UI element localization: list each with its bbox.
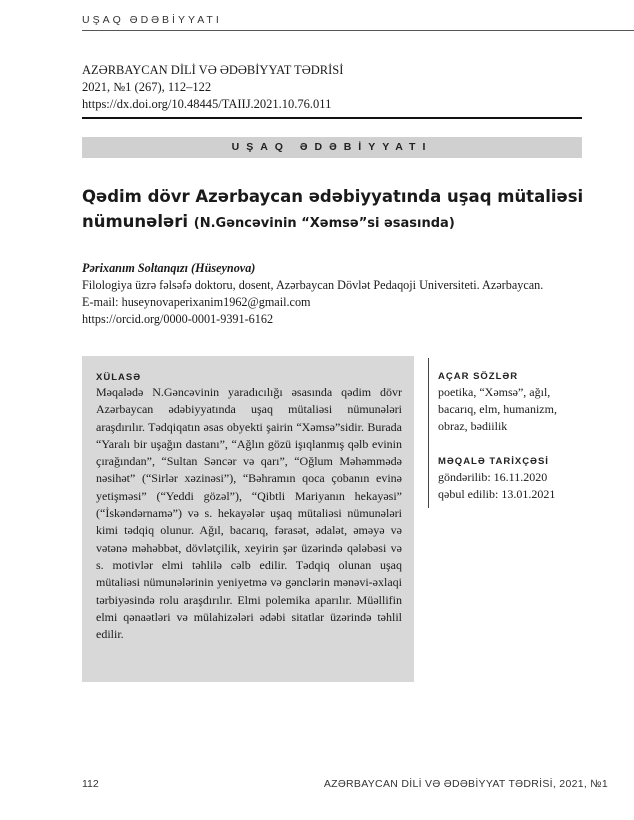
journal-issue: 2021, №1 (267), 112–122 [82,80,212,94]
abstract-box [82,356,414,682]
history-accepted: qəbul edilib: 13.01.2021 [438,487,556,501]
journal-info [82,62,582,113]
title-subtitle: (N.Gəncəvinin “Xəmsə”si əsasında) [193,216,455,231]
author-name: Pərixanım Soltanqızı (Hüseynova) [82,261,256,275]
author-email[interactable]: E-mail: huseynovaperixanim1962@gmail.com [82,295,311,309]
journal-rule [82,117,582,119]
title-line-2 [82,209,592,236]
author-block [82,260,602,328]
journal-name: AZƏRBAYCAN DİLİ VƏ ƏDƏBİYYAT TƏDRİSİ [82,63,344,77]
side-column [438,370,588,503]
title-main-end: nümunələri [82,212,189,231]
journal-doi[interactable]: https://dx.doi.org/10.48445/TAIIJ.2021.10.76.011 [82,97,332,111]
history-sent: göndərilib: 16.11.2020 [438,470,548,484]
title-line-1: Qədim dövr Azərbaycan ədəbiyyatında uşaq mütaliəsi [82,187,584,206]
header-rule [82,30,634,31]
author-orcid[interactable]: https://orcid.org/0000-0001-9391-6162 [82,312,274,326]
abstract-heading: XÜLASƏ [96,372,142,383]
footer-journal: AZƏRBAYCAN DİLİ VƏ ƏDƏBİYYAT TƏDRİSİ, 2021, №1 [323,778,608,790]
history-heading: MƏQALƏ TARİXÇƏSİ [438,456,549,467]
side-column-rule [428,358,429,508]
abstract-text: Məqalədə N.Gəncəvinin yaradıcılığı əsasında qədim dövr Azərbaycan ədəbiyyatında uşaq mütaliəsi nümunələri araşdırılır. Tədqiqatın əsas obyekti şairin “Xəmsə”sidir. Burada “Yaralı bir uşağın dastanı”, “Ağlın gözü işıqlanmış qəlb evinin çırağından”, “Sultan Səncər və qarı”, “Oğlum Məhəmmədə nəsihət” (“Sirlər xəzinəsi”), “Bəhramın qoca çobanın evinə yetişməsi” (“Yeddi gözəl”), “Qibtli Mariyanın hekayəsi” (“İskəndərnamə”) və s. hekayələr uşaq mütaliəsi nümunələri kimi tədqiq olunur. Ağıl, bacarıq, fərasət, ədalət, əməyə və vətənə məhəbbət, dövlətçilik, xeyirin şər üzərində qələbəsi və s. motivlər elmi təhlilə cəlb edilir. Tədqiq olunan uşaq mütaliəsi nümunələrinin yeniyetmə və gənclərin mənəvi-əxlaqi tərbiyəsində rolu araşdırılır. Elmi polemika aparılır. Müəllifin elmi qənaətləri və mülahizələri ədəbi sitatlar üzərində təhlil edilir. [96,385,402,642]
running-head: UŞAQ ƏDƏBİYYATI [82,14,222,26]
side-spacer [438,435,588,455]
article-title [82,184,592,236]
section-bar: UŞAQ ƏDƏBİYYATI [82,137,582,158]
author-affiliation: Filologiya üzrə fəlsəfə doktoru, dosent, Azərbaycan Dövlət Pedaqoji Universiteti. Azərbaycan. [82,278,544,292]
keywords-heading: AÇAR SÖZLƏR [438,371,519,382]
keywords-text: poetika, “Xəmsə”, ağıl, bacarıq, elm, humanizm, obraz, bədiilik [438,385,557,433]
page-number: 112 [82,778,99,790]
